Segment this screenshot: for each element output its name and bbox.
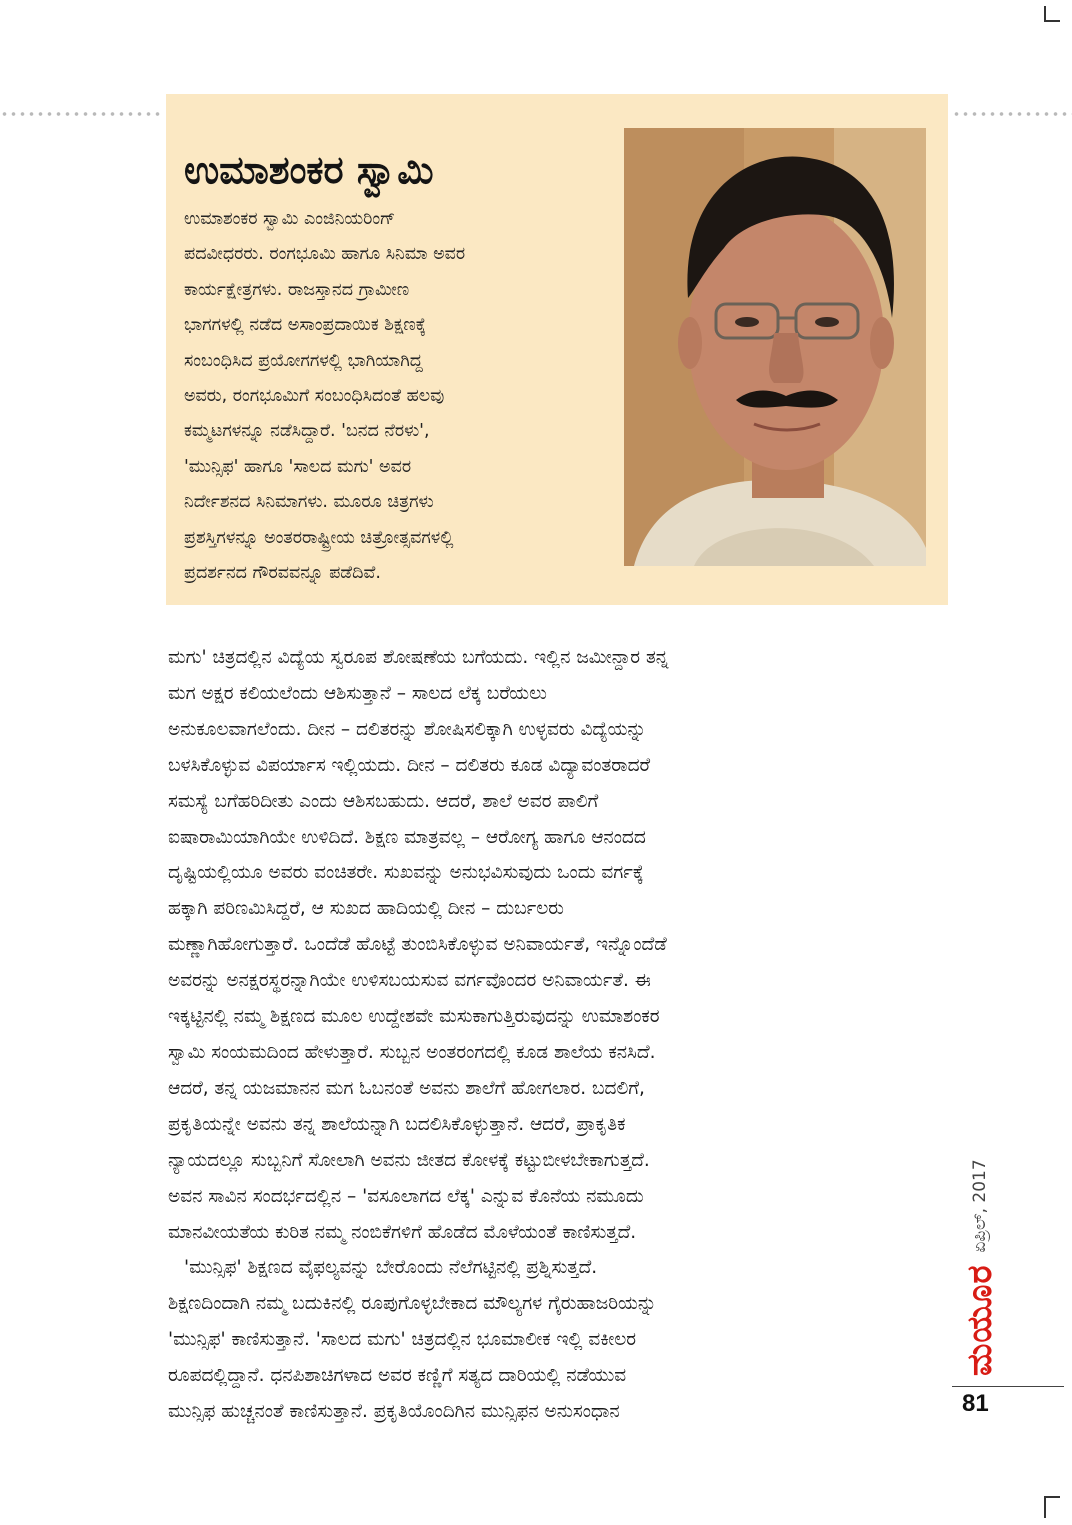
bio-line: ಪ್ರದರ್ಶನದ ಗೌರವವನ್ನೂ ಪಡೆದಿವೆ. (184, 563, 381, 584)
article-line: ಬಳಸಿಕೊಳ್ಳುವ ವಿಪರ್ಯಾಸ ಇಲ್ಲಿಯದು. ದೀನ – ದಲಿತರು ಕೂಡ ವಿದ್ಯಾವಂತರಾದರೆ (168, 754, 651, 776)
magazine-brand-logo: ಮಯೂರ (960, 1264, 1000, 1376)
article-line: ಹಕ್ಕಾಗಿ ಪರಿಣಮಿಸಿದ್ದರೆ, ಆ ಸುಖದ ಹಾದಿಯಲ್ಲಿ ದೀನ – ದುರ್ಬಲರು (168, 898, 564, 920)
article-line: ಮಗ ಅಕ್ಷರ ಕಲಿಯಲೆಂದು ಆಶಿಸುತ್ತಾನೆ – ಸಾಲದ ಲೆಕ್ಕ ಬರೆಯಲು (168, 682, 547, 704)
article-line: ಅವನ ಸಾವಿನ ಸಂದರ್ಭದಲ್ಲಿನ – 'ವಸೂಲಾಗದ ಲೆಕ್ಕ' ಎನ್ನುವ ಕೊನೆಯ ನಮೂದು (168, 1185, 644, 1207)
article-line: ಮಣ್ಣಾಗಿಹೋಗುತ್ತಾರೆ. ಒಂದೆಡೆ ಹೊಟ್ಟೆ ತುಂಬಿಸಿಕೊಳ್ಳುವ ಅನಿವಾರ್ಯತೆ, ಇನ್ನೊಂದೆಡೆ (168, 934, 667, 956)
article-line: ಮುನ್ಸಿಫ ಹುಚ್ಚನಂತೆ ಕಾಣಿಸುತ್ತಾನೆ. ಪ್ರಕೃತಿಯೊಂದಿಗಿನ ಮುನ್ಸಿಫನ ಅನುಸಂಧಾನ (168, 1401, 620, 1423)
bio-line: ಉಮಾಶಂಕರ ಸ್ವಾಮಿ ಎಂಜಿನಿಯರಿಂಗ್ (184, 209, 396, 229)
author-name-heading: ಉಮಾಶಂಕರ ಸ್ವಾಮಿ (184, 148, 434, 192)
article-line: ಮಾನವೀಯತೆಯ ಕುರಿತ ನಮ್ಮ ನಂಬಿಕೆಗಳಿಗೆ ಹೊಡೆದ ಮೊಳೆಯಂತೆ ಕಾಣಿಸುತ್ತದೆ. (168, 1221, 637, 1243)
article-body (168, 640, 920, 1430)
page-number-rule (952, 1386, 1064, 1387)
magazine-side-label (960, 1159, 1000, 1376)
bio-line: ಅವರು, ರಂಗಭೂಮಿಗೆ ಸಂಬಂಧಿಸಿದಂತೆ ಹಲವು (184, 386, 445, 407)
article-line: ಅವರನ್ನು ಅನಕ್ಷರಸ್ಥರನ್ನಾಗಿಯೇ ಉಳಿಸಬಯಸುವ ವರ್ಗವೊಂದರ ಅನಿವಾರ್ಯತೆ. ಈ (168, 970, 651, 992)
bio-line: ಕಾರ್ಯಕ್ಷೇತ್ರಗಳು. ರಾಜಸ್ತಾನದ ಗ್ರಾಮೀಣ (184, 279, 410, 300)
article-line: ಅನುಕೂಲವಾಗಲೆಂದು. ದೀನ – ದಲಿತರನ್ನು ಶೋಷಿಸಲಿಕ್ಕಾಗಿ ಉಳ್ಳವರು ವಿದ್ಯೆಯನ್ನು (168, 718, 647, 740)
portrait-illustration (624, 128, 926, 566)
crop-mark-top-right (1044, 6, 1060, 22)
article-line: ನ್ಯಾಯದಲ್ಲೂ ಸುಬ್ಬನಿಗೆ ಸೋಲಾಗಿ ಅವನು ಜೀತದ ಕೋಳಕ್ಕೆ ಕಟ್ಟುಬೀಳಬೇಕಾಗುತ್ತದೆ. (168, 1149, 650, 1171)
bio-line: ಪ್ರಶಸ್ತಿಗಳನ್ನೂ ಅಂತರರಾಷ್ಟ್ರೀಯ ಚಿತ್ರೋತ್ಸವಗಳಲ್ಲಿ (184, 527, 454, 548)
page-number: 81 (962, 1390, 989, 1417)
author-bio-box (166, 94, 948, 605)
article-line: 'ಮುನ್ಸಿಫ' ಕಾಣಿಸುತ್ತಾನೆ. 'ಸಾಲದ ಮಗು' ಚಿತ್ರದಲ್ಲಿನ ಭೂಮಾಲೀಕ ಇಲ್ಲಿ ವಕೀಲರ (168, 1329, 637, 1351)
article-line-paragraph-start: 'ಮುನ್ಸಿಫ' ಶಿಕ್ಷಣದ ವೈಫಲ್ಯವನ್ನು ಬೇರೊಂದು ನೆಲೆಗಟ್ಟಿನಲ್ಲಿ ಪ್ರಶ್ನಿಸುತ್ತದೆ. (184, 1257, 598, 1279)
crop-mark-bottom-right (1044, 1496, 1060, 1518)
article-line: ಐಷಾರಾಮಿಯಾಗಿಯೇ ಉಳಿದಿದೆ. ಶಿಕ್ಷಣ ಮಾತ್ರವಲ್ಲ – ಆರೋಗ್ಯ ಹಾಗೂ ಆನಂದದ (168, 826, 646, 848)
bio-line: ಕಮ್ಮಟಗಳನ್ನೂ ನಡೆಸಿದ್ದಾರೆ. 'ಬನದ ನೆರಳು', (184, 421, 430, 442)
article-line: ಮಗು' ಚಿತ್ರದಲ್ಲಿನ ವಿದ್ಯೆಯ ಸ್ವರೂಪ ಶೋಷಣೆಯ ಬಗೆಯದು. ಇಲ್ಲಿನ ಜಮೀನ್ದಾರ ತನ್ನ (168, 647, 669, 668)
bio-line: 'ಮುನ್ಸಿಫ' ಹಾಗೂ 'ಸಾಲದ ಮಗು' ಅವರ (184, 456, 412, 477)
article-line: ಇಕ್ಕಟ್ಟಿನಲ್ಲಿ ನಮ್ಮ ಶಿಕ್ಷಣದ ಮೂಲ ಉದ್ದೇಶವೇ ಮಸುಕಾಗುತ್ತಿರುವುದನ್ನು ಉಮಾಶಂಕರ (168, 1006, 660, 1028)
bio-line: ಸಂಬಂಧಿಸಿದ ಪ್ರಯೋಗಗಳಲ್ಲಿ ಭಾಗಿಯಾಗಿದ್ದ (184, 350, 423, 371)
article-line: ದೃಷ್ಟಿಯಲ್ಲಿಯೂ ಅವರು ವಂಚಿತರೇ. ಸುಖವನ್ನು ಅನುಭವಿಸುವುದು ಒಂದು ವರ್ಗಕ್ಕೆ (168, 862, 644, 884)
dotted-rule-right (952, 112, 1072, 116)
article-line: ಸ್ವಾಮಿ ಸಂಯಮದಿಂದ ಹೇಳುತ್ತಾರೆ. ಸುಬ್ಬನ ಅಂತರಂಗದಲ್ಲಿ ಕೂಡ ಶಾಲೆಯ ಕನಸಿದೆ. (168, 1041, 656, 1063)
article-line: ಶಿಕ್ಷಣದಿಂದಾಗಿ ನಮ್ಮ ಬದುಕಿನಲ್ಲಿ ರೂಪುಗೊಳ್ಳಬೇಕಾದ ಮೌಲ್ಯಗಳ ಗೈರುಹಾಜರಿಯನ್ನು (168, 1293, 657, 1315)
issue-date: ಏಪ್ರಿಲ್, 2017 (970, 1159, 990, 1253)
author-portrait-photo (624, 128, 926, 566)
article-line: ಸಮಸ್ಯೆ ಬಗೆಹರಿದೀತು ಎಂದು ಆಶಿಸಬಹುದು. ಆದರೆ, ಶಾಲೆ ಅವರ ಪಾಲಿಗೆ (168, 790, 599, 812)
bio-line: ಭಾಗಗಳಲ್ಲಿ ನಡೆದ ಅಸಾಂಪ್ರದಾಯಿಕ ಶಿಕ್ಷಣಕ್ಕೆ (184, 315, 426, 336)
bio-line: ನಿರ್ದೇಶನದ ಸಿನಿಮಾಗಳು. ಮೂರೂ ಚಿತ್ರಗಳು (184, 492, 434, 513)
article-line: ಪ್ರಕೃತಿಯನ್ನೇ ಅವನು ತನ್ನ ಶಾಲೆಯನ್ನಾಗಿ ಬದಲಿಸಿಕೊಳ್ಳುತ್ತಾನೆ. ಆದರೆ, ಪ್ರಾಕೃತಿಕ (168, 1113, 626, 1135)
dotted-rule-left (0, 112, 162, 116)
article-line: ರೂಪದಲ್ಲಿದ್ದಾನೆ. ಧನಪಿಶಾಚಿಗಳಾದ ಅವರ ಕಣ್ಣಿಗೆ ಸತ್ಯದ ದಾರಿಯಲ್ಲಿ ನಡೆಯುವ (168, 1365, 627, 1387)
bio-line: ಪದವೀಧರರು. ರಂಗಭೂಮಿ ಹಾಗೂ ಸಿನಿಮಾ ಅವರ (184, 244, 466, 265)
author-bio-text (184, 202, 624, 591)
article-line: ಆದರೆ, ತನ್ನ ಯಜಮಾನನ ಮಗ ಓಬನಂತೆ ಅವನು ಶಾಲೆಗೆ ಹೋಗಲಾರ. ಬದಲಿಗೆ, (168, 1077, 645, 1099)
